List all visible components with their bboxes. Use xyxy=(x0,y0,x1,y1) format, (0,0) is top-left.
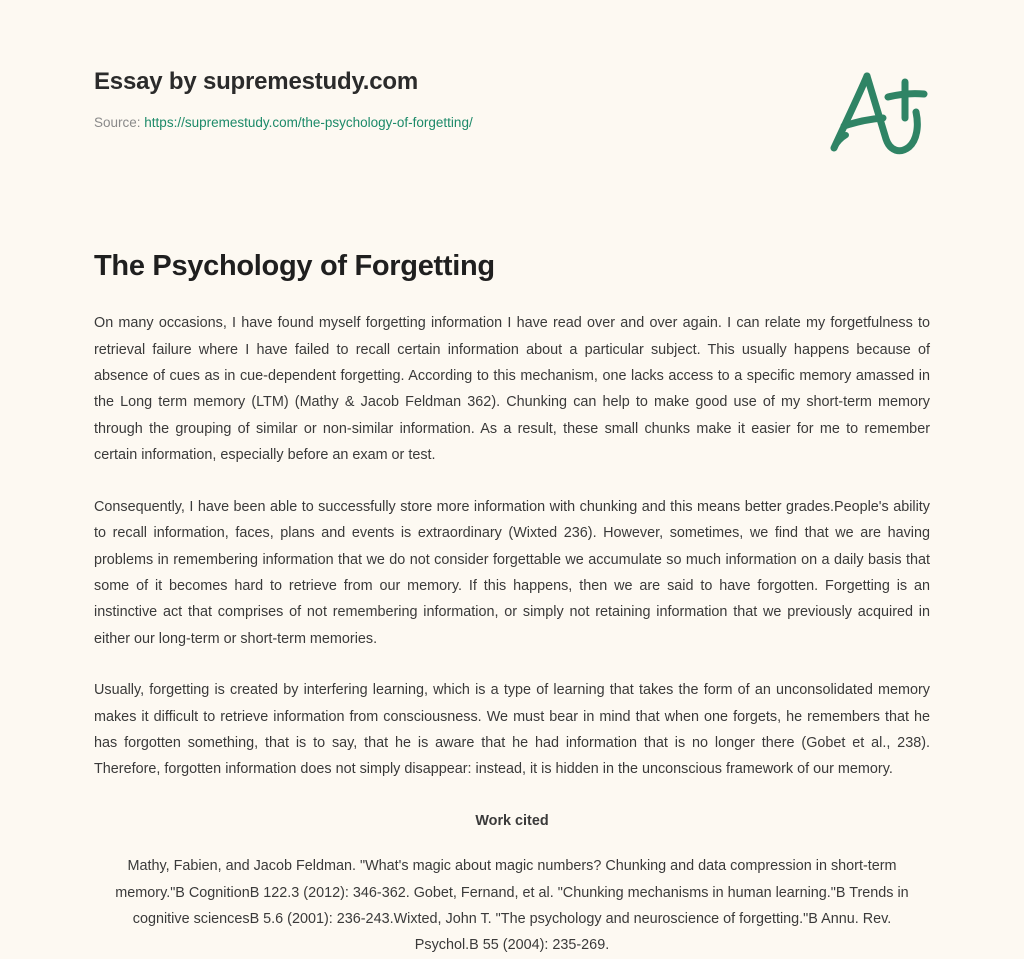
brand-title: Essay by supremestudy.com xyxy=(94,68,419,95)
paragraph: Consequently, I have been able to successfully store more information with chunking and this means better grades.People's ability to recall information, faces, plans and events is extraordinary (Wixted 236). However, sometimes, we find that we are having problems in remembering information that we do not consider forgettable we accumulate so much information on a daily basis that some of it becomes hard to retrieve from our memory. If this happens, then we are said to have forgotten. Forgetting is an instinctive act that comprises of not remembering information, or simply not retaining information that we previously acquired in either our long-term or short-term memories. xyxy=(94,498,930,647)
page-header xyxy=(94,0,930,130)
page-title: The Psychology of Forgetting xyxy=(94,250,495,282)
source-label: Source: xyxy=(94,114,141,130)
a-plus-logo xyxy=(820,64,936,160)
source-url-link[interactable]: https://supremestudy.com/the-psychology-of-forgetting/ xyxy=(144,114,473,130)
essay-body xyxy=(94,284,930,783)
works-cited-heading: Work cited xyxy=(475,812,549,829)
works-cited-text: Mathy, Fabien, and Jacob Feldman. "What's magic about magic numbers? Chunking and data compression in short-term memory."B CognitionB 122.3 (2012): 346-362. Gobet, Fernand, et al. "Chunking mechanisms in human learning."B Trends in cognitive sciencesB 5.6 (2001): 236-243.Wixted, John T. "The psychology and neuroscience of forgetting."B Annu. Rev. Psychol.B 55 (2004): 235-269. xyxy=(115,858,909,954)
paragraph: On many occasions, I have found myself forgetting information I have read over and over again. I can relate my forgetfulness to retrieval failure where I have failed to recall certain information about a particular subject. This usually happens because of absence of cues as in cue-dependent forgetting. According to this mechanism, one lacks access to a specific memory amassed in the Long term memory (LTM) (Mathy & Jacob Feldman 362). Chunking can help to make good use of my short-term memory through the grouping of similar or non-similar information. As a result, these small chunks make it easier for me to remember certain information, especially before an exam or test. xyxy=(94,315,930,464)
a-plus-logo-icon xyxy=(820,64,936,160)
paragraph: Usually, forgetting is created by interfering learning, which is a type of learning that takes the form of an unconsolidated memory makes it difficult to retrieve information from consciousness. We must bear in mind that when one forgets, he remembers that he has forgotten something, that is to say, that he is aware that he had information that is no longer there (Gobet et al., 238). Therefore, forgotten information does not simply disappear: instead, it is hidden in the unconscious framework of our memory. xyxy=(94,682,930,778)
source-line xyxy=(94,114,930,132)
